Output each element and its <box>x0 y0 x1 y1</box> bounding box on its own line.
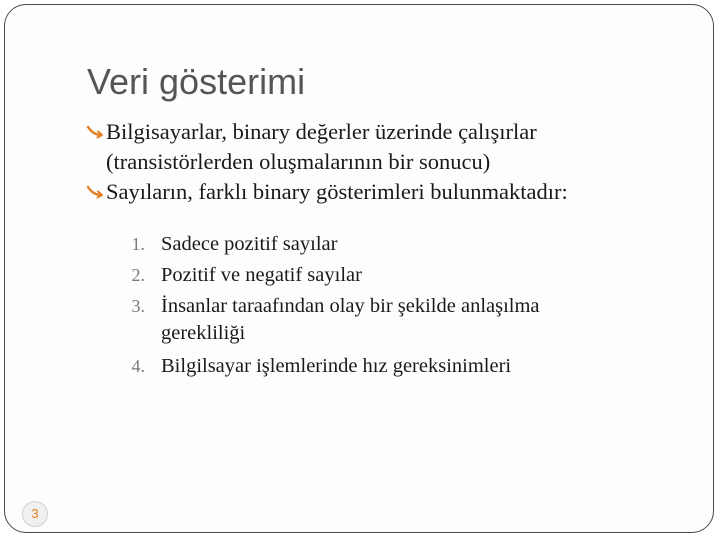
bullet-text: Sayıların, farklı binary gösterimleri bulunmaktadır: <box>106 179 568 204</box>
bullet-text-continuation: (transistörlerden oluşmalarının bir sonucu) <box>106 149 491 174</box>
item-number: 4. <box>131 356 145 376</box>
bullet-list <box>85 117 685 207</box>
numbered-item <box>113 351 653 382</box>
numbered-item <box>113 229 653 260</box>
curved-arrow-icon <box>85 183 104 201</box>
slide-title: Veri gösterimi <box>87 61 306 102</box>
item-text: Pozitif ve negatif sayılar <box>161 264 362 286</box>
item-number: 1. <box>131 234 145 254</box>
curved-arrow-icon <box>85 123 104 141</box>
numbered-item <box>113 260 653 291</box>
slide-frame <box>4 4 714 533</box>
numbered-item <box>113 293 591 347</box>
item-number: 3. <box>131 296 145 316</box>
numbered-list <box>113 229 653 382</box>
item-number: 2. <box>131 265 145 285</box>
slide-number-badge: 3 <box>22 501 48 527</box>
bullet-item <box>85 177 685 207</box>
item-text: Sadece pozitif sayılar <box>161 233 338 255</box>
item-text: Bilgilsayar işlemlerinde hız gereksinimleri <box>161 355 512 377</box>
bullet-text: Bilgisayarlar, binary değerler üzerinde çalışırlar <box>106 119 537 144</box>
item-text: İnsanlar taraafından olay bir şekilde anlaşılma gerekliliği <box>161 295 540 344</box>
bullet-item <box>85 117 685 177</box>
